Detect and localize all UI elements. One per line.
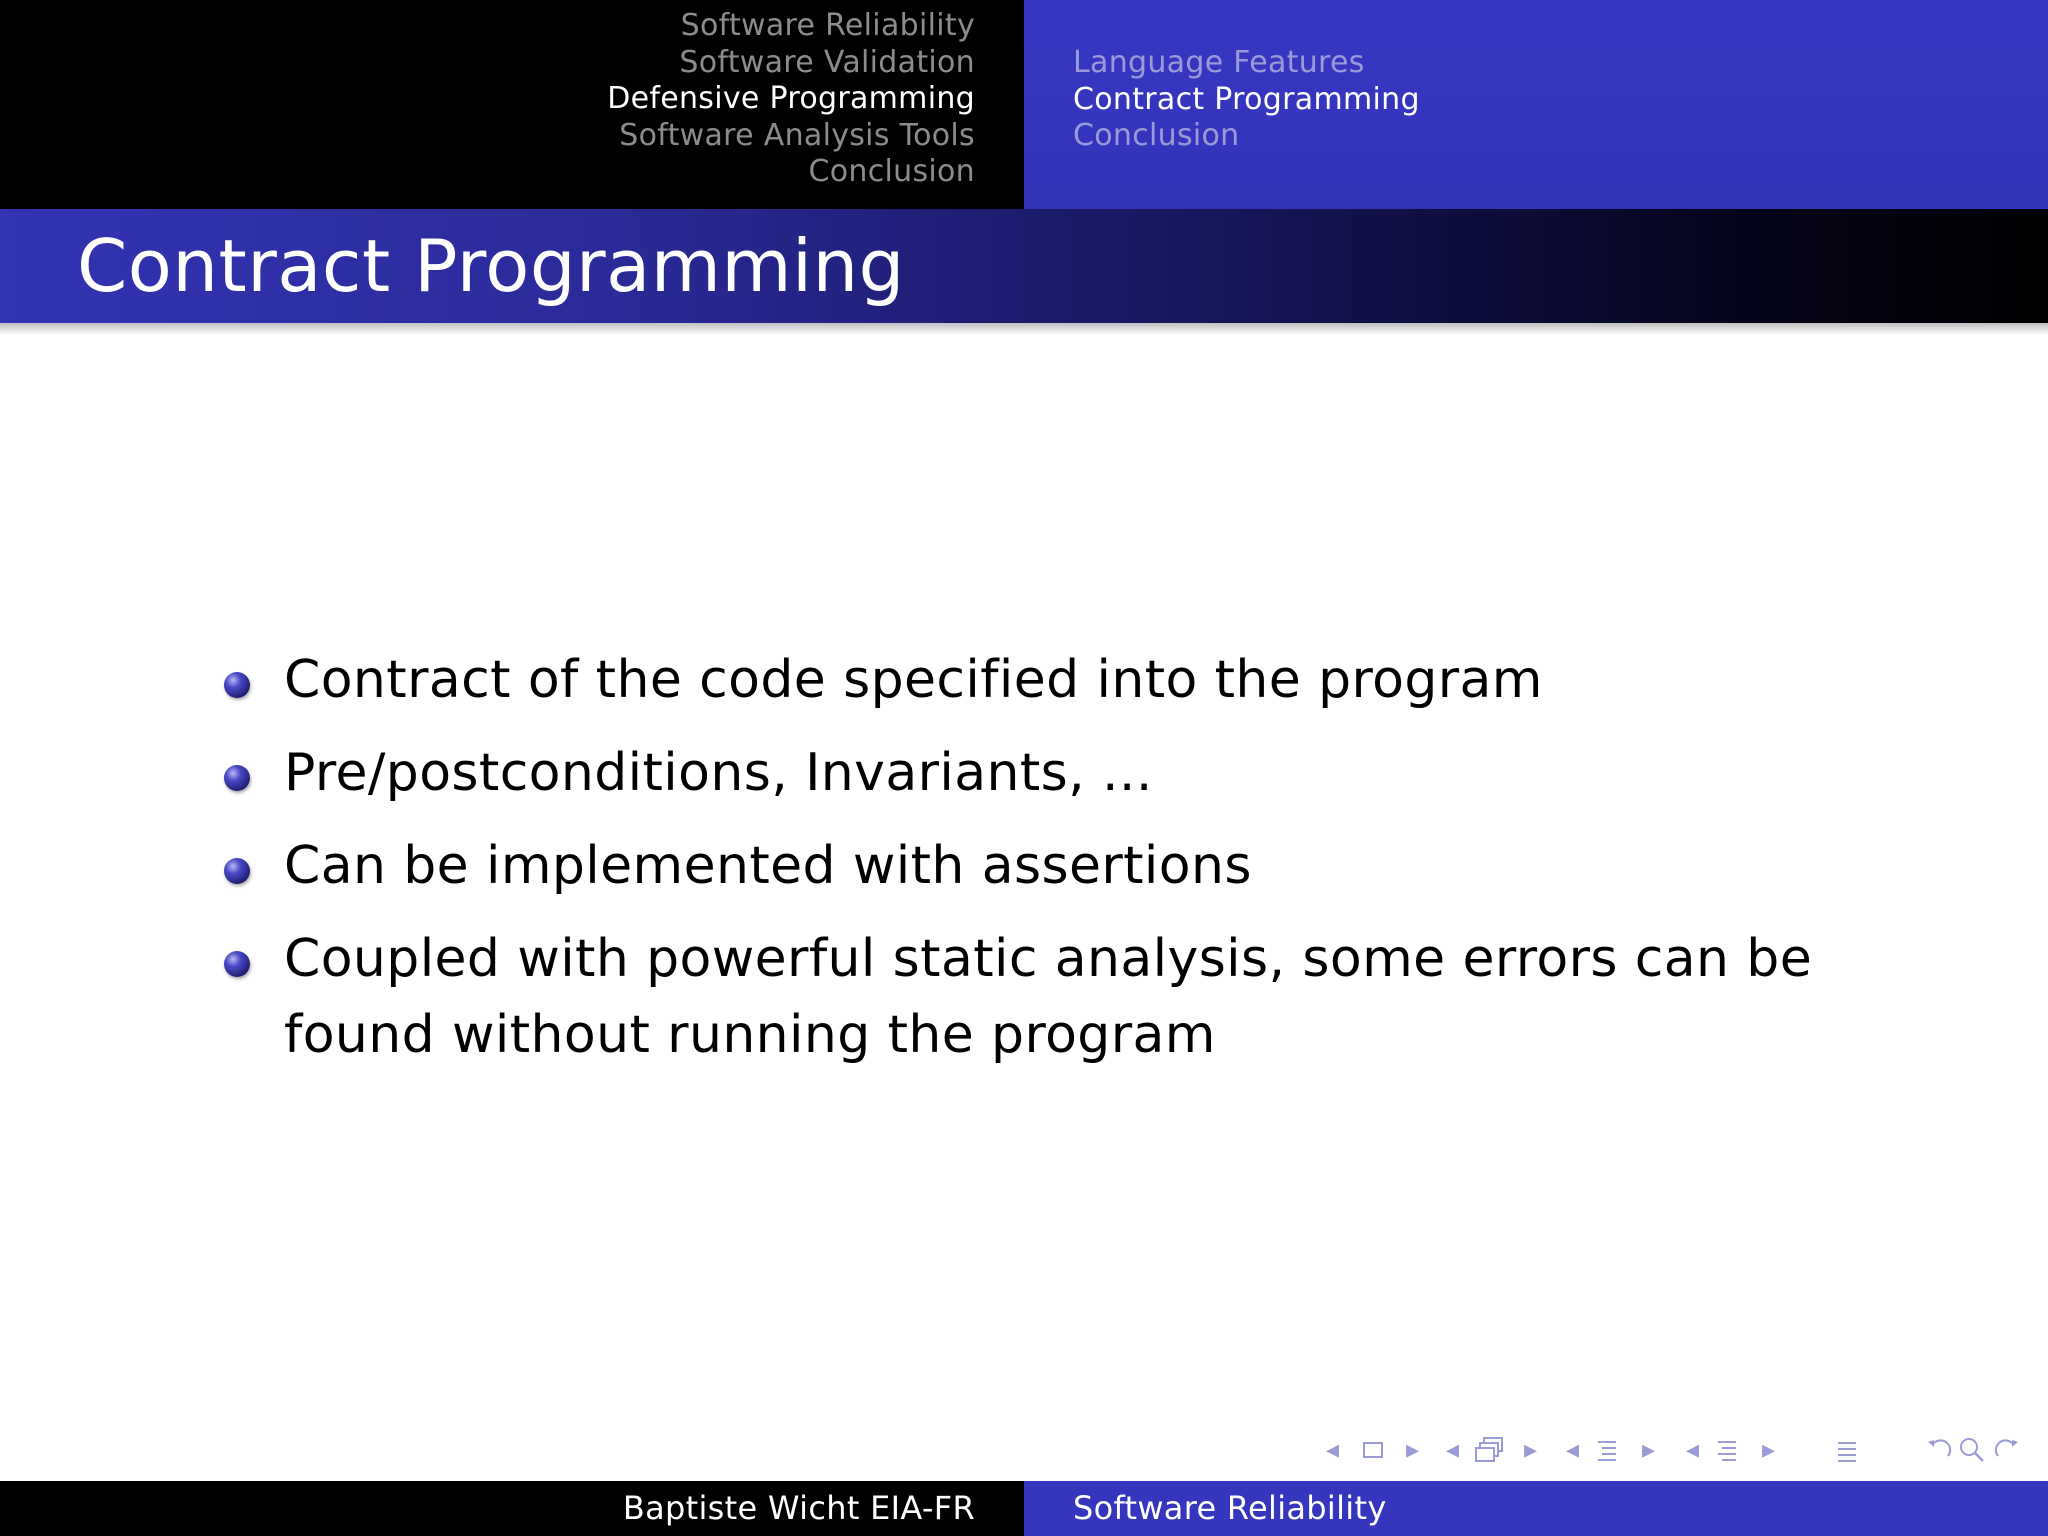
- bullet-text: Contract of the code specified into the program: [284, 650, 1543, 710]
- document-icon[interactable]: [1714, 1438, 1740, 1464]
- section-nav-software-analysis-tools[interactable]: Software Analysis Tools: [619, 117, 975, 153]
- bullet-ball-icon: [224, 672, 250, 698]
- arrow-left-icon[interactable]: ◂: [1686, 1435, 1700, 1465]
- bullet-item: [216, 828, 1816, 904]
- footer-presentation-title: Software Reliability: [1073, 1489, 1387, 1527]
- bullet-list: [216, 642, 1816, 1090]
- section-nav-software-validation[interactable]: Software Validation: [679, 44, 975, 80]
- bullet-item: [216, 735, 1816, 811]
- subsection-nav-contract-programming[interactable]: Contract Programming: [1073, 81, 1420, 117]
- header-subsections-panel: [1024, 0, 2048, 209]
- arrow-right-icon[interactable]: ▸: [1406, 1435, 1420, 1465]
- arrow-right-icon[interactable]: ▸: [1524, 1435, 1538, 1465]
- bullet-text: Can be implemented with assertions: [284, 836, 1252, 896]
- bullet-item: [216, 921, 1816, 1073]
- back-icon[interactable]: [1924, 1436, 1954, 1464]
- subsection-nav-conclusion[interactable]: Conclusion: [1073, 118, 1240, 153]
- section-icon[interactable]: [1594, 1438, 1620, 1464]
- bullet-item: [216, 642, 1816, 718]
- subsection-icon[interactable]: [1474, 1436, 1506, 1464]
- frame-icon[interactable]: [1362, 1441, 1384, 1459]
- toc-icon[interactable]: [1834, 1438, 1860, 1464]
- bullet-ball-icon: [224, 951, 250, 977]
- subsection-nav-list: [1073, 45, 1420, 155]
- arrow-left-icon[interactable]: ◂: [1446, 1435, 1460, 1465]
- footer-author-panel: [0, 1481, 1024, 1536]
- footer-author: Baptiste Wicht EIA-FR: [622, 1489, 975, 1527]
- beamer-navigation-symbols: [1320, 1432, 2040, 1468]
- bullet-ball-icon: [224, 765, 250, 791]
- forward-icon[interactable]: [1992, 1436, 2022, 1464]
- arrow-left-icon[interactable]: ◂: [1566, 1435, 1580, 1465]
- title-bar-shadow: [0, 323, 2048, 335]
- section-nav-defensive-programming[interactable]: Defensive Programming: [607, 81, 975, 116]
- search-icon[interactable]: [1958, 1436, 1986, 1464]
- footer-title-panel: [1024, 1481, 2048, 1536]
- arrow-left-icon[interactable]: ◂: [1326, 1435, 1340, 1465]
- arrow-right-icon[interactable]: ▸: [1762, 1435, 1776, 1465]
- header-sections-panel: [0, 0, 1024, 209]
- section-nav-conclusion[interactable]: Conclusion: [808, 154, 975, 189]
- section-nav-software-reliability[interactable]: Software Reliability: [680, 8, 975, 43]
- frame-title: Contract Programming: [77, 224, 905, 308]
- arrow-right-icon[interactable]: ▸: [1642, 1435, 1656, 1465]
- bullet-text: Coupled with powerful static analysis, some errors can be found without running the program: [284, 929, 1813, 1065]
- section-nav-list: [607, 8, 975, 191]
- bullet-text: Pre/postconditions, Invariants, ...: [284, 743, 1153, 803]
- subsection-nav-language-features[interactable]: Language Features: [1073, 45, 1365, 80]
- bullet-ball-icon: [224, 858, 250, 884]
